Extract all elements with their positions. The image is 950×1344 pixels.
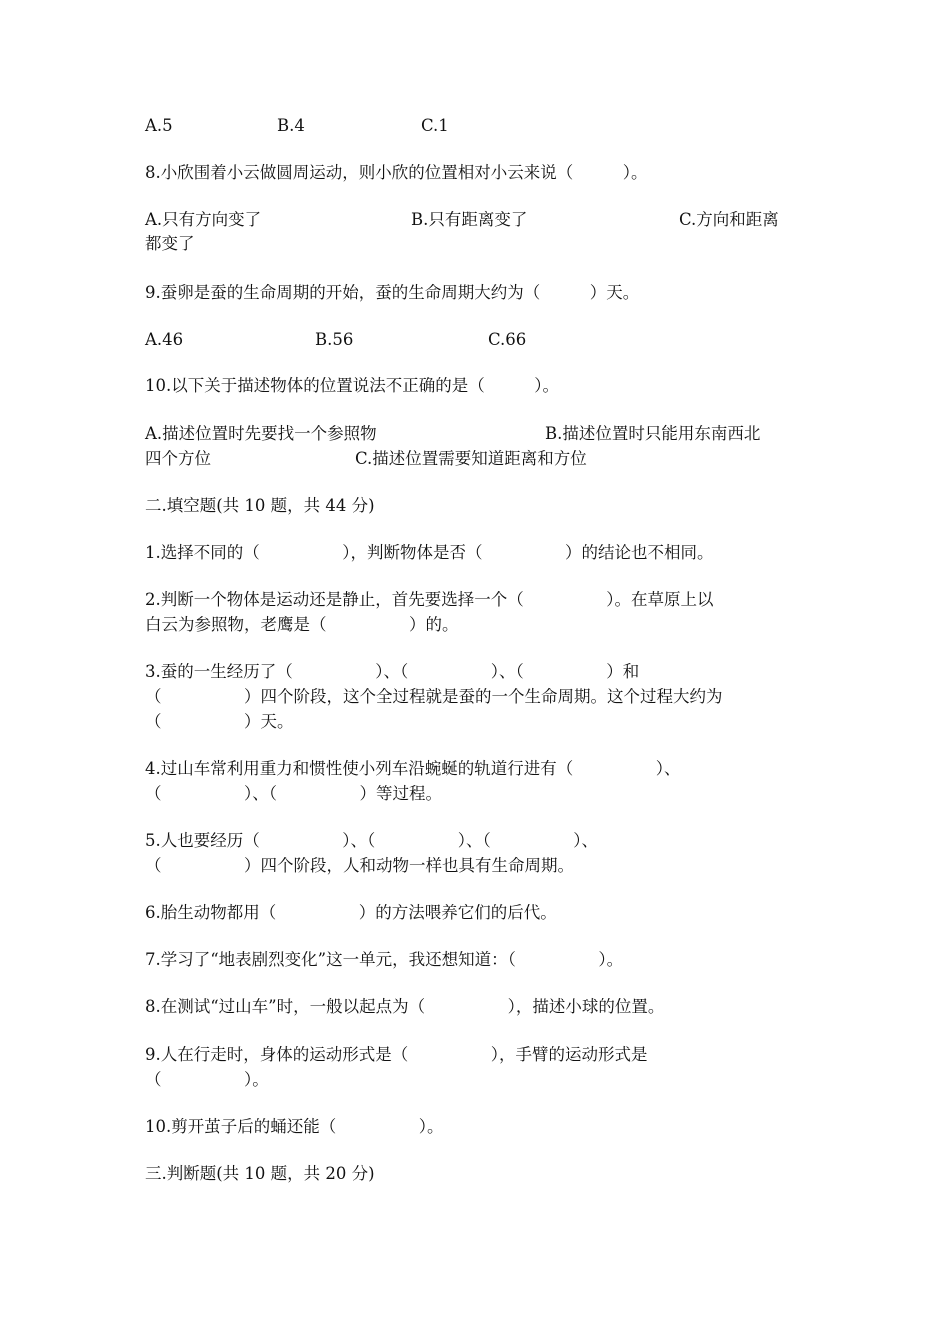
q9-option-b: B.56 — [315, 330, 354, 349]
q10-option-a: A.描述位置时先要找一个参照物 — [145, 424, 377, 443]
q8-stem: 8.小欣围着小云做圆周运动，则小欣的位置相对小云来说（ ）。 — [145, 163, 648, 182]
q9-option-a: A.46 — [145, 330, 184, 349]
q10-stem: 10.以下关于描述物体的位置说法不正确的是（ ）。 — [145, 376, 559, 395]
q7-option-b: B.4 — [277, 116, 305, 135]
section2-title: 二.填空题(共 10 题，共 44 分) — [145, 496, 375, 515]
q10-option-c: C.描述位置需要知道距离和方位 — [355, 449, 587, 468]
fill-item-9-line1: 9.人在行走时，身体的运动形式是（ ），手臂的运动形式是 — [145, 1045, 648, 1064]
q9-option-c: C.66 — [488, 330, 527, 349]
q8-option-b: B.只有距离变了 — [411, 210, 528, 229]
fill-item-2-line1: 2.判断一个物体是运动还是静止，首先要选择一个（ ）。在草原上以 — [145, 590, 714, 609]
fill-item-10: 10.剪开茧子后的蛹还能（ ）。 — [145, 1117, 444, 1136]
fill-item-8: 8.在测试“过山车”时，一般以起点为（ ），描述小球的位置。 — [145, 997, 665, 1016]
fill-item-5-line2: （ ）四个阶段，人和动物一样也具有生命周期。 — [145, 856, 574, 875]
q9-stem: 9.蚕卵是蚕的生命周期的开始，蚕的生命周期大约为（ ）天。 — [145, 283, 640, 302]
q8-option-c: C.方向和距离 — [679, 210, 779, 229]
fill-item-3-line1: 3.蚕的一生经历了（ ）、（ ）、（ ）和 — [145, 662, 640, 681]
q8-option-a: A.只有方向变了 — [145, 210, 262, 229]
fill-item-3-line2: （ ）四个阶段，这个全过程就是蚕的一个生命周期。这个过程大约为 — [145, 687, 723, 706]
q10-option-b: B.描述位置时只能用东南西北 — [545, 424, 761, 443]
section3-title: 三.判断题(共 10 题，共 20 分) — [145, 1164, 375, 1183]
q7-option-a: A.5 — [145, 116, 173, 135]
fill-item-5-line1: 5.人也要经历（ ）、（ ）、（ ）、 — [145, 831, 598, 850]
fill-item-4-line2: （ ）、（ ）等过程。 — [145, 784, 442, 803]
fill-item-3-line3: （ ）天。 — [145, 712, 294, 731]
q7-option-c: C.1 — [421, 116, 449, 135]
fill-item-2-line2: 白云为参照物，老鹰是（ ）的。 — [145, 615, 459, 634]
fill-item-9-line2: （ ）。 — [145, 1070, 269, 1089]
q8-option-c-continued: 都变了 — [145, 234, 195, 253]
q10-option-b-continued: 四个方位 — [145, 449, 211, 468]
fill-item-6: 6.胎生动物都用（ ）的方法喂养它们的后代。 — [145, 903, 557, 922]
fill-item-7: 7.学习了“地表剧烈变化”这一单元，我还想知道：（ ）。 — [145, 950, 624, 969]
fill-item-1: 1.选择不同的（ ），判断物体是否（ ）的结论也不相同。 — [145, 543, 714, 562]
fill-item-4-line1: 4.过山车常利用重力和惯性使小列车沿蜿蜒的轨道行进有（ ）、 — [145, 759, 681, 778]
